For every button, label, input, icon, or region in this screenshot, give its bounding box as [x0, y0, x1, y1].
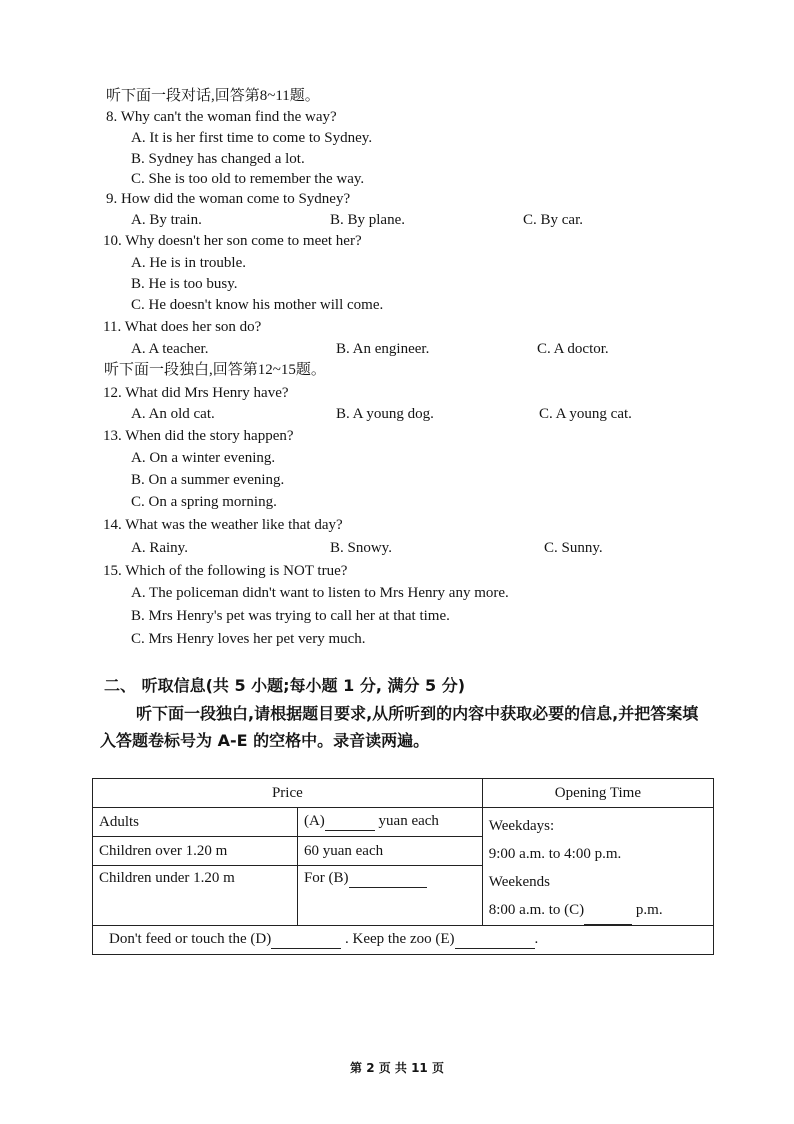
- weekdays-hours: 9:00 a.m. to 4:00 p.m.: [488, 846, 622, 862]
- blank-c-label: 8:00 a.m. to (C): [488, 902, 585, 918]
- children-under-price-cell: [297, 866, 482, 926]
- question-12: [103, 384, 289, 402]
- q11-option-c: C. A doctor.: [537, 341, 609, 357]
- q11-option-b: B. An engineer.: [336, 341, 430, 357]
- blank-a-label: (A): [303, 813, 325, 830]
- adults-label: Adults: [93, 808, 298, 837]
- q12-option-a: A. An old cat.: [131, 406, 215, 422]
- note-cell: [93, 926, 714, 955]
- question-8: [106, 108, 337, 126]
- q15-option-c: C. Mrs Henry loves her pet very much.: [131, 631, 366, 647]
- question-10: [103, 232, 362, 250]
- question-number: 8.: [106, 109, 118, 125]
- question-text: Why can't the woman find the way?: [120, 109, 337, 125]
- q15-option-b: B. Mrs Henry's pet was trying to call her at that time.: [131, 608, 450, 624]
- question-text: When did the story happen?: [125, 428, 294, 444]
- question-number: 11.: [103, 319, 122, 335]
- section2-instruction-line2: 入答题卷标号为 A-E 的空格中。录音读两遍。: [100, 731, 430, 750]
- question-text: Why doesn't her son come to meet her?: [125, 233, 362, 249]
- weekends-hours: [489, 896, 707, 925]
- q9-option-a: A. By train.: [131, 212, 202, 228]
- q14-option-a: A. Rainy.: [131, 540, 188, 556]
- blank-b-label: For (B): [303, 870, 349, 887]
- question-11: [103, 318, 261, 336]
- table-row: [93, 926, 714, 955]
- section2-instruction-line1: 听下面一段独白,请根据题目要求,从所听到的内容中获取必要的信息,并把答案填: [136, 704, 699, 723]
- note-part1: Don't feed or touch the (D): [109, 931, 272, 947]
- note-part2: . Keep the zoo (E): [344, 931, 455, 947]
- intro-12-15: 听下面一段独白,回答第12~15题。: [104, 362, 326, 378]
- q10-option-b: B. He is too busy.: [131, 276, 238, 292]
- weekdays-label: Weekdays:: [488, 818, 555, 834]
- question-14: [103, 516, 343, 534]
- children-over-price: 60 yuan each: [297, 837, 482, 866]
- blank-d: [271, 931, 341, 949]
- intro-8-11: 听下面一段对话,回答第8~11题。: [106, 88, 320, 104]
- question-text: Which of the following is NOT true?: [125, 563, 348, 579]
- children-over-label: Children over 1.20 m: [93, 837, 298, 866]
- question-15: [103, 562, 347, 580]
- adults-price-cell: [297, 808, 482, 837]
- q8-option-a: A. It is her first time to come to Sydney.: [131, 130, 373, 146]
- zoo-info-table: [92, 778, 714, 955]
- blank-a: [325, 813, 375, 831]
- opening-time-header: Opening Time: [482, 779, 713, 808]
- blank-b: [349, 870, 427, 888]
- question-number: 14.: [103, 517, 122, 533]
- page-number: 第 2 页 共 11 页: [350, 1061, 444, 1075]
- question-number: 10.: [103, 233, 122, 249]
- question-number: 15.: [103, 563, 122, 579]
- blank-c: [584, 896, 632, 925]
- q9-option-b: B. By plane.: [330, 212, 405, 228]
- weekends-label: Weekends: [488, 874, 551, 890]
- question-text: What did Mrs Henry have?: [125, 385, 289, 401]
- question-text: How did the woman come to Sydney?: [121, 191, 351, 207]
- note-part3: .: [534, 931, 539, 947]
- question-text: What was the weather like that day?: [125, 517, 343, 533]
- q10-option-a: A. He is in trouble.: [131, 255, 246, 271]
- question-text: What does her son do?: [124, 319, 262, 335]
- q15-option-a: A. The policeman didn't want to listen to Mrs Henry any more.: [131, 585, 509, 601]
- q9-option-c: C. By car.: [523, 212, 583, 228]
- table-header-row: [93, 779, 714, 808]
- q10-option-c: C. He doesn't know his mother will come.: [131, 297, 384, 313]
- q8-option-b: B. Sydney has changed a lot.: [131, 151, 305, 167]
- question-number: 9.: [106, 191, 118, 207]
- q12-option-c: C. A young cat.: [539, 406, 632, 422]
- q14-option-b: B. Snowy.: [330, 540, 392, 556]
- opening-time-cell: [482, 808, 713, 926]
- children-under-label: Children under 1.20 m: [93, 866, 298, 926]
- section2-heading: 二、 听取信息(共 5 小题;每小题 1 分, 满分 5 分): [104, 676, 466, 695]
- q14-option-c: C. Sunny.: [544, 540, 603, 556]
- q11-option-a: A. A teacher.: [131, 341, 209, 357]
- q8-option-c: C. She is too old to remember the way.: [131, 171, 365, 187]
- price-header: Price: [93, 779, 483, 808]
- question-number: 13.: [103, 428, 122, 444]
- question-9: [106, 190, 350, 208]
- q13-option-b: B. On a summer evening.: [131, 472, 285, 488]
- question-number: 12.: [103, 385, 122, 401]
- weekends-hours-suffix: p.m.: [635, 902, 663, 918]
- table-row: [93, 808, 714, 837]
- question-13: [103, 427, 294, 445]
- q13-option-c: C. On a spring morning.: [131, 494, 277, 510]
- adults-price-suffix: yuan each: [378, 813, 439, 830]
- q12-option-b: B. A young dog.: [336, 406, 434, 422]
- q13-option-a: A. On a winter evening.: [131, 450, 276, 466]
- blank-e: [455, 931, 535, 949]
